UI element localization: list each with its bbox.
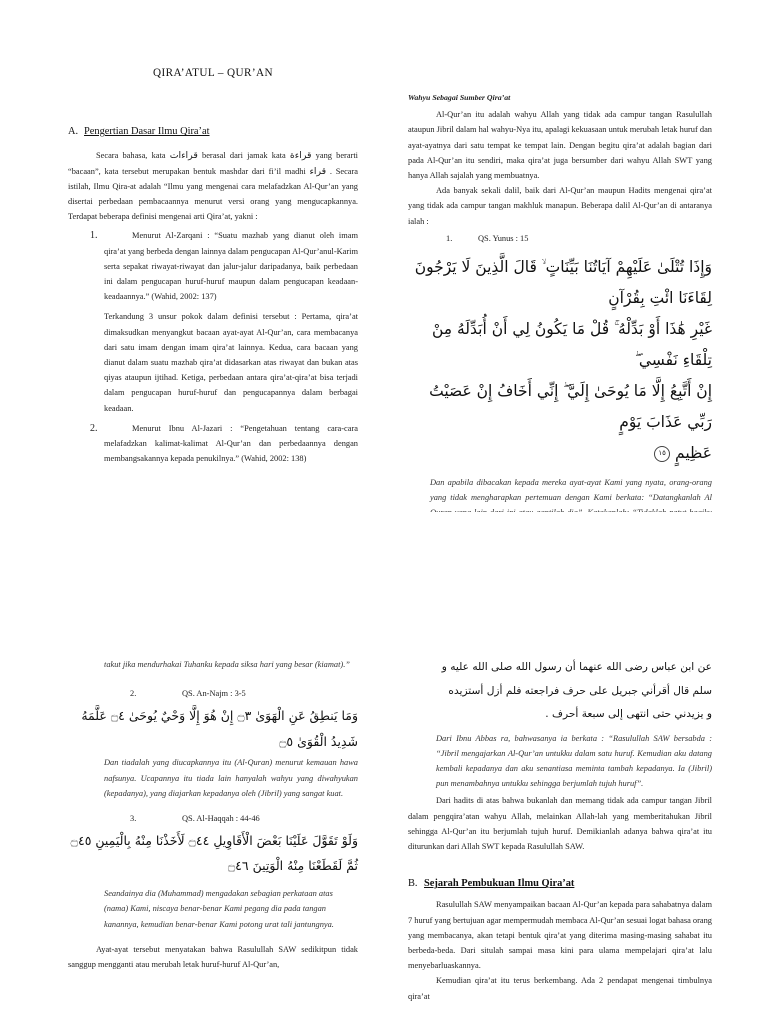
paragraph-definition: Secara bahasa, kata قراءات berasal dari jamak kata قراءة yang berarti “bacaan”, kata tersebut merupakan bentuk mashdar dari fi’il madhi قراء . Secara istilah, Ilmu Qira-at adalah “Ilmu yang mengenai cara melafadzkan Al-Qur’an yang disertai perbedaan pembacaannya menurut versi orang yang mengucapkannya. Terdapat beberapa definisi mengenai arti Qira’at, yakni :: [68, 150, 359, 222]
translation-continued: takut jika mendurhakai Tuhanku kepada siksa hari yang besar (kiamat).”: [104, 660, 350, 669]
definition-explanation: Terkandung 3 unsur pokok dalam definisi tersebut : Pertama, qira’at dimaksudkan menyangkut bacaan ayat-ayat Al-Qur’an, cara membacanya dari satu imam dengan imam qira’at lainnya. Kedua, cara bacaan yang dianut dalam suatu mazhab qira’at didasarkan atas riwayat dan bukan atas qiyas ataupun ijtihad. Ketiga, perbedaan antara qira’at-qira’at bisa terjadi dalam pengucapan huruf-huruf dan pengucapannya dalam berbagai keadaan.: [104, 312, 358, 413]
left-column: [68, 657, 358, 972]
paragraph-wahyu: Al-Qur’an itu adalah wahyu Allah yang tidak ada campur tangan Rasulullah ataupun Jibril dalam hal wahyu-Nya itu, apalagi kekuasaan untuk merubah letak huruf dan ayat-ayatnya dari satu tempat ke tempat lain. Dengan begitu qira’at adalah bagian dari pada Al-Qur’an itu sendiri, maka qira’at juga bersumber dari wahyu Allah SWT yang hanya Allah sajalah yang membuatnya.: [408, 110, 712, 181]
translation-yunus: Dan apabila dibacakan kepada mereka ayat-ayat Kami yang nyata, orang-orang yang tidak mengharapkan pertemuan dengan Kami berkata: “Datangkanlah Al: [430, 478, 712, 503]
section-a-letter: A.: [68, 126, 79, 138]
translation-hadith: Dari Ibnu Abbas ra, bahwasanya ia berkata : “Rasulullah SAW bersabda : “Jibril mengajarkan Al-Qur’an untukku dalam satu huruf. Kemudian aku datang kembali kepadanya dan aku senantiasa meminta tambah kepadanya. Ia (Jibril) pun menambahnya untukku sehingga berjumlah tujuh huruf”.: [436, 733, 712, 789]
section-b-letter: B.: [408, 878, 418, 890]
translation-haqqah: Seandainya dia (Muhammad) mengadakan sebagian perkataan atas (nama) Kami, niscaya benar-benar Kami pegang dia pada tangan kanannya, kemudian benar-benar Kami potong urat tali jantungnya.: [104, 889, 334, 929]
right-column: [408, 656, 712, 1004]
arabic-hadith: عن ابن عباس رضى الله عنهما أن رسول الله صلى الله عليه و سلم قال أقرأني جبريل على حرف فراجعته فلم أزل أستزيده و يزيدني حتى انتهى إلى سبعة أحرف .: [441, 661, 712, 720]
reference-haqqah: 3. QS. Al-Haqqah : 44-46: [130, 814, 260, 824]
section-a-heading: [68, 124, 358, 139]
arabic-term-qiraat: قراءات: [169, 150, 198, 162]
arabic-verse-najm: وَمَا يَنطِقُ عَنِ الْهَوَىٰ ۝٣ إِنْ هُوَ إِلَّا وَحْيٌ يُوحَىٰ ۝٤ عَلَّمَهُ شَدِيدُ الْقُوَىٰ ۝٥: [81, 708, 358, 750]
section-a-title: Pengertian Dasar Ilmu Qira’at: [84, 126, 210, 138]
left-column: [68, 66, 358, 466]
section-b-heading: [408, 876, 712, 891]
subheading-wahyu: Wahyu Sebagai Sumber Qira’at: [408, 93, 511, 102]
ayah-number-icon: ١٥: [654, 446, 670, 462]
reference-yunus: 1. QS. Yunus : 15: [446, 233, 529, 243]
translation-najm: Dan tiadalah yang diucapkannya itu (Al-Quran) menurut kemauan hawa nafsunya. Ucapannya itu tiada lain hanyalah wahyu yang diwahyukan (kepadanya), yang diajarkan kepadanya oleh (Jibril) yang sangat kuat.: [104, 758, 358, 798]
definition-text: Menurut Al-Zarqani : “Suatu mazhab yang dianut oleh imam qira’at yang berbeda dengan lainnya dalam pengucapan Al-Qur’anul-Karim serta sepakat riwayat-riwayat dan jalur-jalur daripadanya, baik perbedaan ini dalam pengucapan huruf-huruf maupun dalam pengucapan keadaan-keadaannya.” (Wahid, 2002: 137): [104, 231, 359, 302]
definition-item: 1. Menurut Al-Zarqani : “Suatu mazhab yang dianut oleh imam qira’at yang berbeda dengan lainnya dalam pengucapan Al-Qur’anul-Karim serta sepakat riwayat-riwayat dan jalur-jalur daripadanya, baik perbedaan ini dalam pengucapan huruf-huruf maupun dalam pengucapan keadaan-keadaannya.” (Wahid, 2002: 137) Terkandung 3 unsur pokok dalam definisi tersebut : Pertama, qira’at dimaksudkan menyangkut bacaan ayat-ayat Al-Qur’an, cara membacanya dari satu imam dengan imam qira’at lainnya. Kedua, cara bacaan yang dianut dalam suatu mazhab qira’at didasarkan atas riwayat dan bukan atas qiyas ataupun ijtihad. Ketiga, perbedaan antara qira’at-qira’at bisa terjadi dalam pengucapan huruf-huruf dan pengucapannya dalam berbagai keadaan.: [68, 228, 358, 415]
arabic-term-qiraah: قراءة: [289, 150, 312, 162]
paragraph-history-continued: Kemudian qira’at itu terus berkembang. Ada 2 pendapat mengenai timbulnya qira’at: [408, 976, 712, 1001]
right-column: [408, 90, 712, 551]
arabic-verse-yunus: وَإِذَا تُتْلَىٰ عَلَيْهِمْ آيَاتُنَا بَيِّنَاتٍ ۙ قَالَ الَّذِينَ لَا يَرْجُونَ لِقَاءَنَا ائْتِ بِقُرْآنٍ غَيْرِ هَٰذَا أَوْ بَدِّلْهُ ۚ قُلْ مَا يَكُونُ لِي أَنْ أُبَدِّلَهُ مِنْ تِلْقَاءِ نَفْسِي ۖ إِنْ أَتَّبِعُ إِلَّا مَا يُوحَىٰ إِلَيَّ ۖ إِنِّي أَخَافُ إِنْ عَصَيْتُ رَبِّي عَذَابَ يَوْمٍ عَظِيمٍ ١٥: [414, 258, 712, 463]
arabic-verse-haqqah: وَلَوْ تَقَوَّلَ عَلَيْنَا بَعْضَ الْأَقَاوِيلِ ۝٤٤ لَأَخَذْنَا مِنْهُ بِالْيَمِينِ ۝٤٥ ثُمَّ لَقَطَعْنَا مِنْهُ الْوَتِينَ ۝٤٦: [70, 833, 358, 874]
arabic-term-qara: قراء: [309, 165, 327, 177]
reference-najm: 2. QS. An-Najm : 3-5: [130, 689, 246, 699]
paragraph-dalil: Ada banyak sekali dalil, baik dari Al-Qur’an maupun Hadits mengenai qira’at yang tidak ada campur tangan makhluk manapun. Beberapa dalil Al-Qur’an di antaranya ialah :: [408, 186, 712, 226]
paragraph-history: Rasulullah SAW menyampaikan bacaan Al-Qur’an kepada para sahabatnya dalam 7 huruf yang bertujuan agar mempermudah membaca Al-Qur’an sesuai logat bahasa orang yang membacanya, akan tetapi bentuk qira’at yang diterima masing-masing sahabat itu berbeda-beda. Dari situlah sampai masa kini para ulama mempelajari qira’at lalu menyebarluaskannya.: [408, 900, 712, 971]
document-page-2: [0, 512, 768, 1024]
paragraph-hadith-explanation: Dari hadits di atas bahwa bukanlah dan memang tidak ada campur tangan Jibril dalam pengqira’atan wahyu Allah, melainkan Allah-lah yang memberitahukan Jibril sehingga Al-Qur’an itu berjumlah tujuh huruf. Demikianlah adanya bahwa qira’at itu diturunkan dari Allah SWT kepada Rasulullah SAW.: [408, 796, 712, 851]
section-b-title: Sejarah Pembukuan Ilmu Qira’at: [424, 878, 575, 890]
definition-item: 2. Menurut Ibnu Al-Jazari : “Pengetahuan tentang cara-cara melafadzkan kalimat-kalimat Al-Qur’an dan perbedaannya dengan membangsakannya kepada penukilnya.” (Wahid, 2002: 138): [68, 421, 358, 467]
page-title: QIRA’ATUL – QUR’AN: [153, 67, 273, 79]
paragraph-conclusion: Ayat-ayat tersebut menyatakan bahwa Rasulullah SAW sedikitpun tidak sanggup mengganti atau merubah letak huruf-huruf Al-Qur’an,: [68, 944, 358, 970]
definition-text: Menurut Ibnu Al-Jazari : “Pengetahuan tentang cara-cara melafadzkan kalimat-kalimat Al-Qur’an dan perbedaannya dengan membangsakannya kepada penukilnya.” (Wahid, 2002: 138): [104, 423, 358, 464]
